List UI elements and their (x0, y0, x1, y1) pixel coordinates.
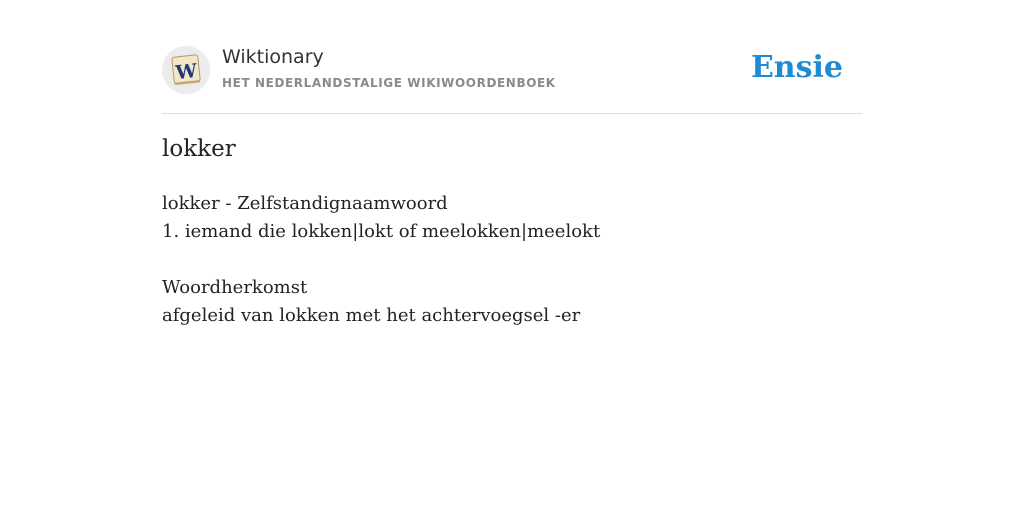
wiktionary-logo-icon[interactable] (162, 46, 210, 94)
definition-1: 1. iemand die lokken|lokt of meelokken|meelokt (162, 221, 601, 242)
part-of-speech-line: lokker - Zelfstandignaamwoord (162, 193, 448, 214)
site-header (162, 0, 862, 114)
logo-letter: W (174, 59, 199, 85)
page-container (162, 0, 862, 326)
page-title: lokker (162, 136, 236, 162)
etymology-text: afgeleid van lokken met het achtervoegsel -er (162, 305, 581, 326)
site-tagline: HET NEDERLANDSTALIGE WIKIWOORDENBOEK (222, 76, 556, 90)
ensie-brand-link[interactable]: Ensie (750, 50, 843, 85)
site-name[interactable]: Wiktionary (222, 46, 324, 68)
entry-content (162, 190, 600, 330)
spacer-line (162, 246, 600, 274)
wiktionary-tile-icon (168, 52, 204, 88)
etymology-heading: Woordherkomst (162, 277, 308, 298)
